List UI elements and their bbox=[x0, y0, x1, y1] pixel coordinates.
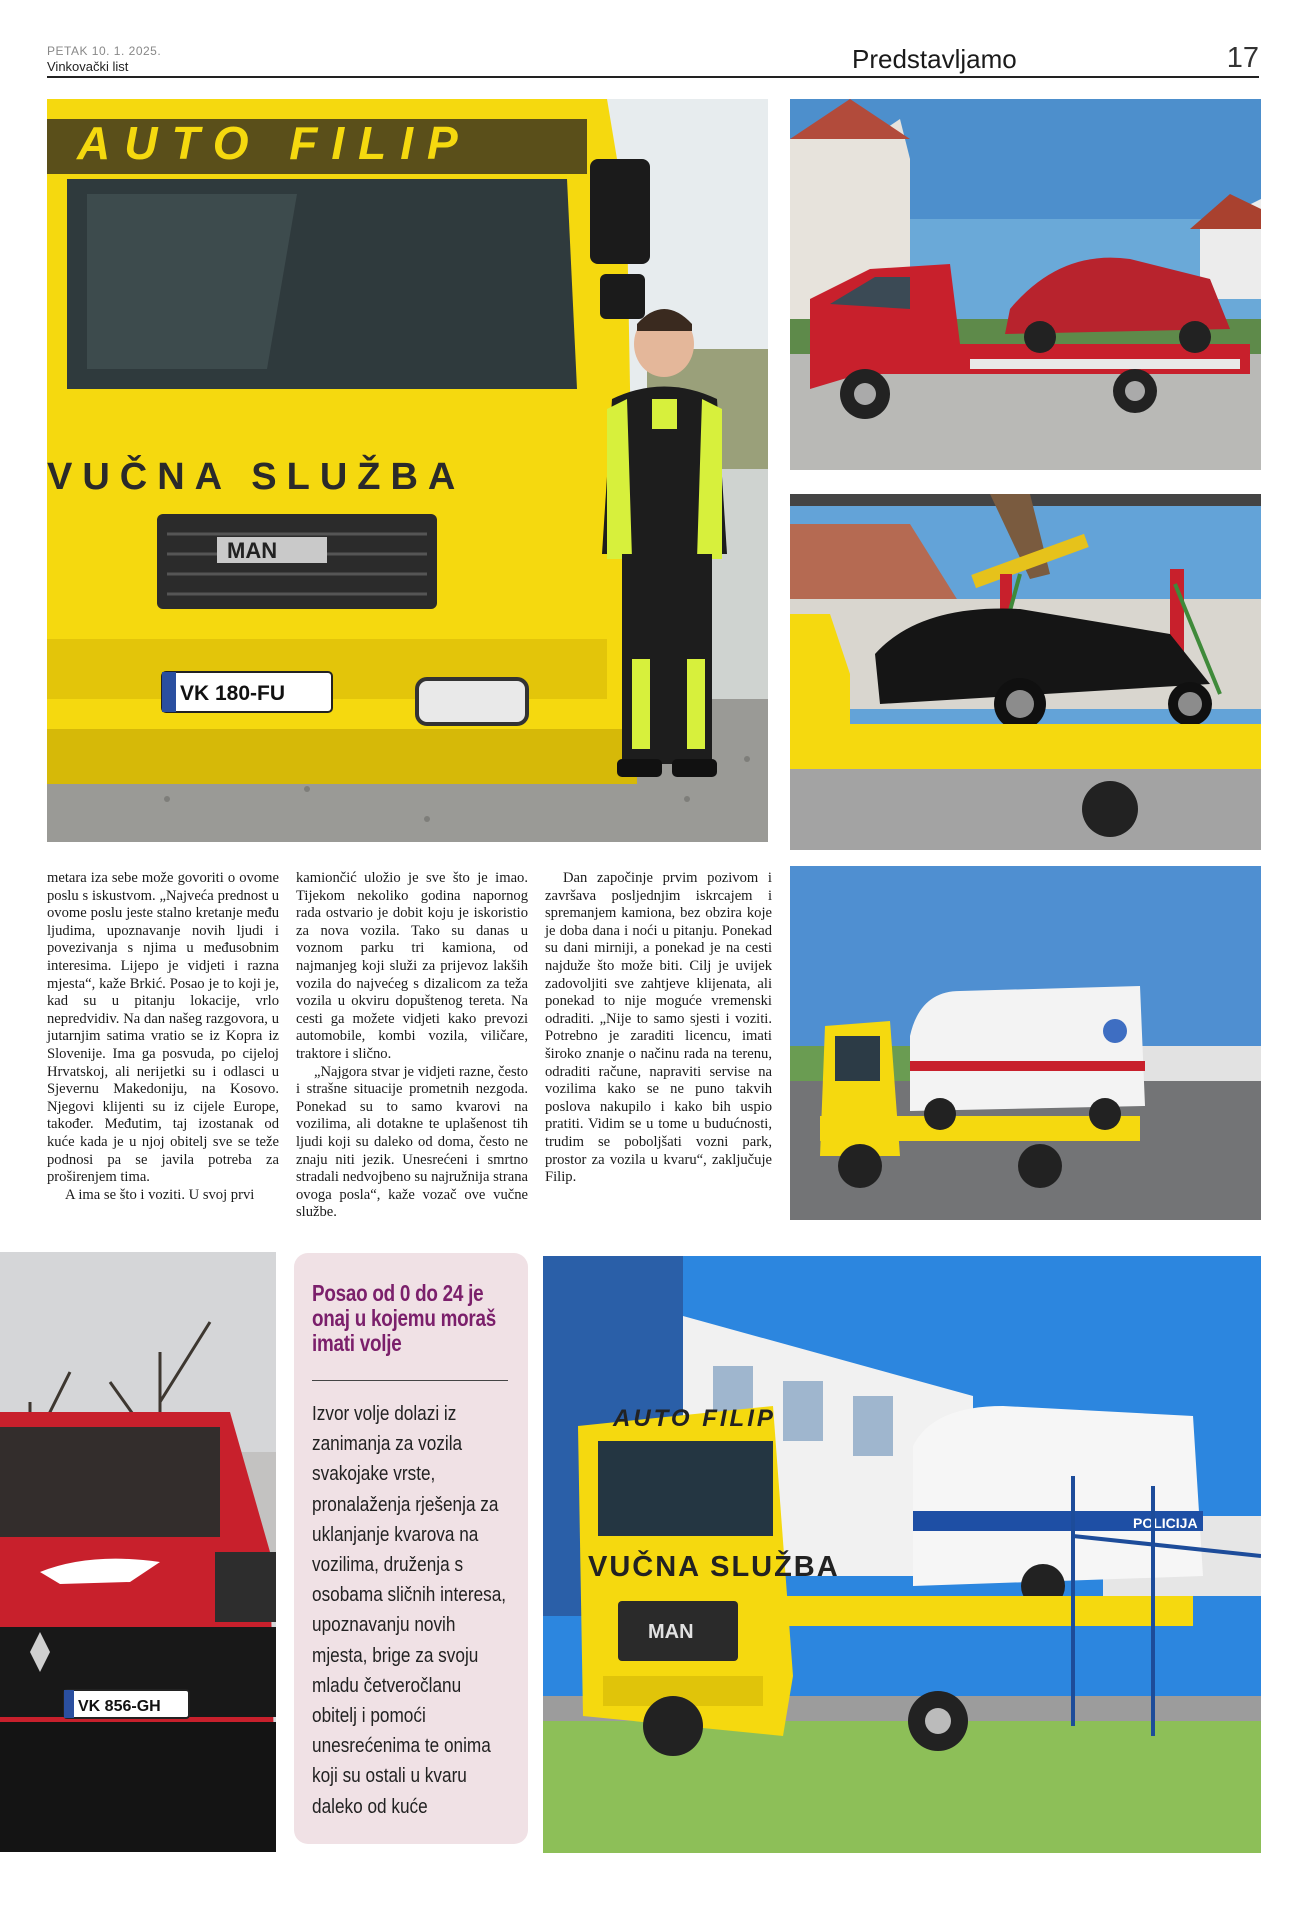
pull-quote-text: Izvor volje dolazi iz zanimanja za vozila svakojake vrste, pronalaženja rješenja za uklanjanje kvarova na vozilima, druženja s osobama sličnih interesa, upoznavanju novih mjesta, brige za svoju mladu četveročlanu obitelj i pomoći unesrećenima te onima koji su ostali u kvaru daleko od kuće bbox=[312, 1403, 507, 1818]
article-paragraph: A ima se što i voziti. U svoj prvi bbox=[65, 1186, 255, 1203]
police-van-text: POLICIJA bbox=[1133, 1515, 1198, 1531]
header-rule bbox=[47, 76, 1259, 78]
issue-date: PETAK 10. 1. 2025. bbox=[47, 44, 162, 58]
section-title: Predstavljamo bbox=[852, 44, 1017, 74]
truck-banner-text: AUTO FILIP bbox=[77, 117, 472, 169]
photo-red-tow-van bbox=[790, 99, 1261, 470]
article-paragraph: kamiončić uložio je sve što je imao. Tijekom nekoliko godina napornog rada ostvario je dobit koju je iskoristio za nova vozila. Tako su danas u voznom parku tri kamiona, od najmanjeg koji služi za prijevoz lakših vozila do najvećeg s dizalicom za teža vozila u okviru dopuštenog tereta. Na cesti ga možete vidjeti kako prevozi automobile, kombi vozila, viličare, traktore i slično. bbox=[296, 870, 528, 1062]
bottom-truck-side-text: VUČNA SLUŽBA bbox=[588, 1551, 840, 1583]
pull-quote-divider bbox=[312, 1380, 508, 1381]
bottom-truck-brand-text: MAN bbox=[648, 1621, 694, 1643]
photo-crane-black-car bbox=[790, 494, 1261, 850]
truck-plate: VK 180-FU bbox=[180, 682, 286, 705]
bottom-truck-banner-text: AUTO FILIP bbox=[613, 1405, 776, 1432]
photo-driver-with-truck bbox=[47, 99, 768, 842]
article-column-2 bbox=[296, 870, 528, 1222]
photo-truck-police-van bbox=[543, 1256, 1261, 1853]
truck-brand-text: MAN bbox=[227, 538, 278, 563]
newspaper-name: Vinkovački list bbox=[47, 59, 129, 74]
photo-truck-ambulance bbox=[790, 866, 1261, 1220]
article-paragraph: „Najgora stvar je vidjeti razne, često i strašne situacije prometnih nezgoda. Ponekad su to samo kvarovi na vozilima, ali dotakne te uplašenost tih ljudi koji su daleko od doma, često ne znaju niti jezik. Unesrećeni i smrtno stradali nedvojbeno su najružnija strana ovoga posla“, kaže vozač ove vučne službe. bbox=[296, 1063, 528, 1221]
renault-plate: VK 856-GH bbox=[78, 1698, 161, 1715]
pull-quote-title: Posao od 0 do 24 je onaj u kojemu moraš imati volje bbox=[312, 1280, 496, 1356]
article-column-3 bbox=[545, 870, 772, 1187]
article-paragraph: metara iza sebe može govoriti o ovome poslu s iskustvom. „Najveća prednost u ovome poslu jeste stalno kretanje među ljudima, upoznavanje novih ljudi i povezivanja s njima u međusobnim interesima. Lijepo je vidjeti i razna mjesta“, kaže Brkić. Posao je to koji je, kad su u pitanju lokacije, vrlo nepredvidiv. Na dan našeg razgovora, u jutarnjim satima vratio se iz Kopra iz Slovenije. Ima ga posvuda, po cijeloj Hrvatskoj, ali nerijetki su i odlasci u Sjevernu Makedoniju, na Kosovo. Njegovi klijenti su iz cijele Europe, također. Međutim, taj izostanak od kuće kada je u njoj obitelj sve se teže podnosi pa se javila potreba za proširenjem tima. bbox=[47, 870, 279, 1186]
article-paragraph: Dan započinje prvim pozivom i završava posljednjim iskrcajem i spremanjem kamiona, bez obzira koje je doba dana i noći u pitanju. Ponekad su dani mirniji, a ponekad je na cesti najduže što može biti. Cilj je uvijek zadovoljiti sve zahtjeve klijenata, ali ponekad to nije moguće vremenski odraditi. „Nije to samo sjesti i voziti. Potrebno je zaraditi licencu, imati široko znanje o načinu rada na terenu, odraditi račune, napraviti servise na vozilima kako se ne puno takvih poslova nakupilo i kako bih uspio pratiti. Vidim se u tome u budućnosti, trudim se poboljšati vozni park, prostor za vozila u kvaru“, zaključuje Filip. bbox=[545, 870, 772, 1186]
photo-red-renault bbox=[0, 1252, 276, 1852]
pull-quote-box bbox=[294, 1253, 528, 1844]
article-column-1 bbox=[47, 870, 279, 1204]
page-number: 17 bbox=[1226, 42, 1259, 74]
truck-side-text: VUČNA SLUŽBA bbox=[47, 456, 466, 498]
